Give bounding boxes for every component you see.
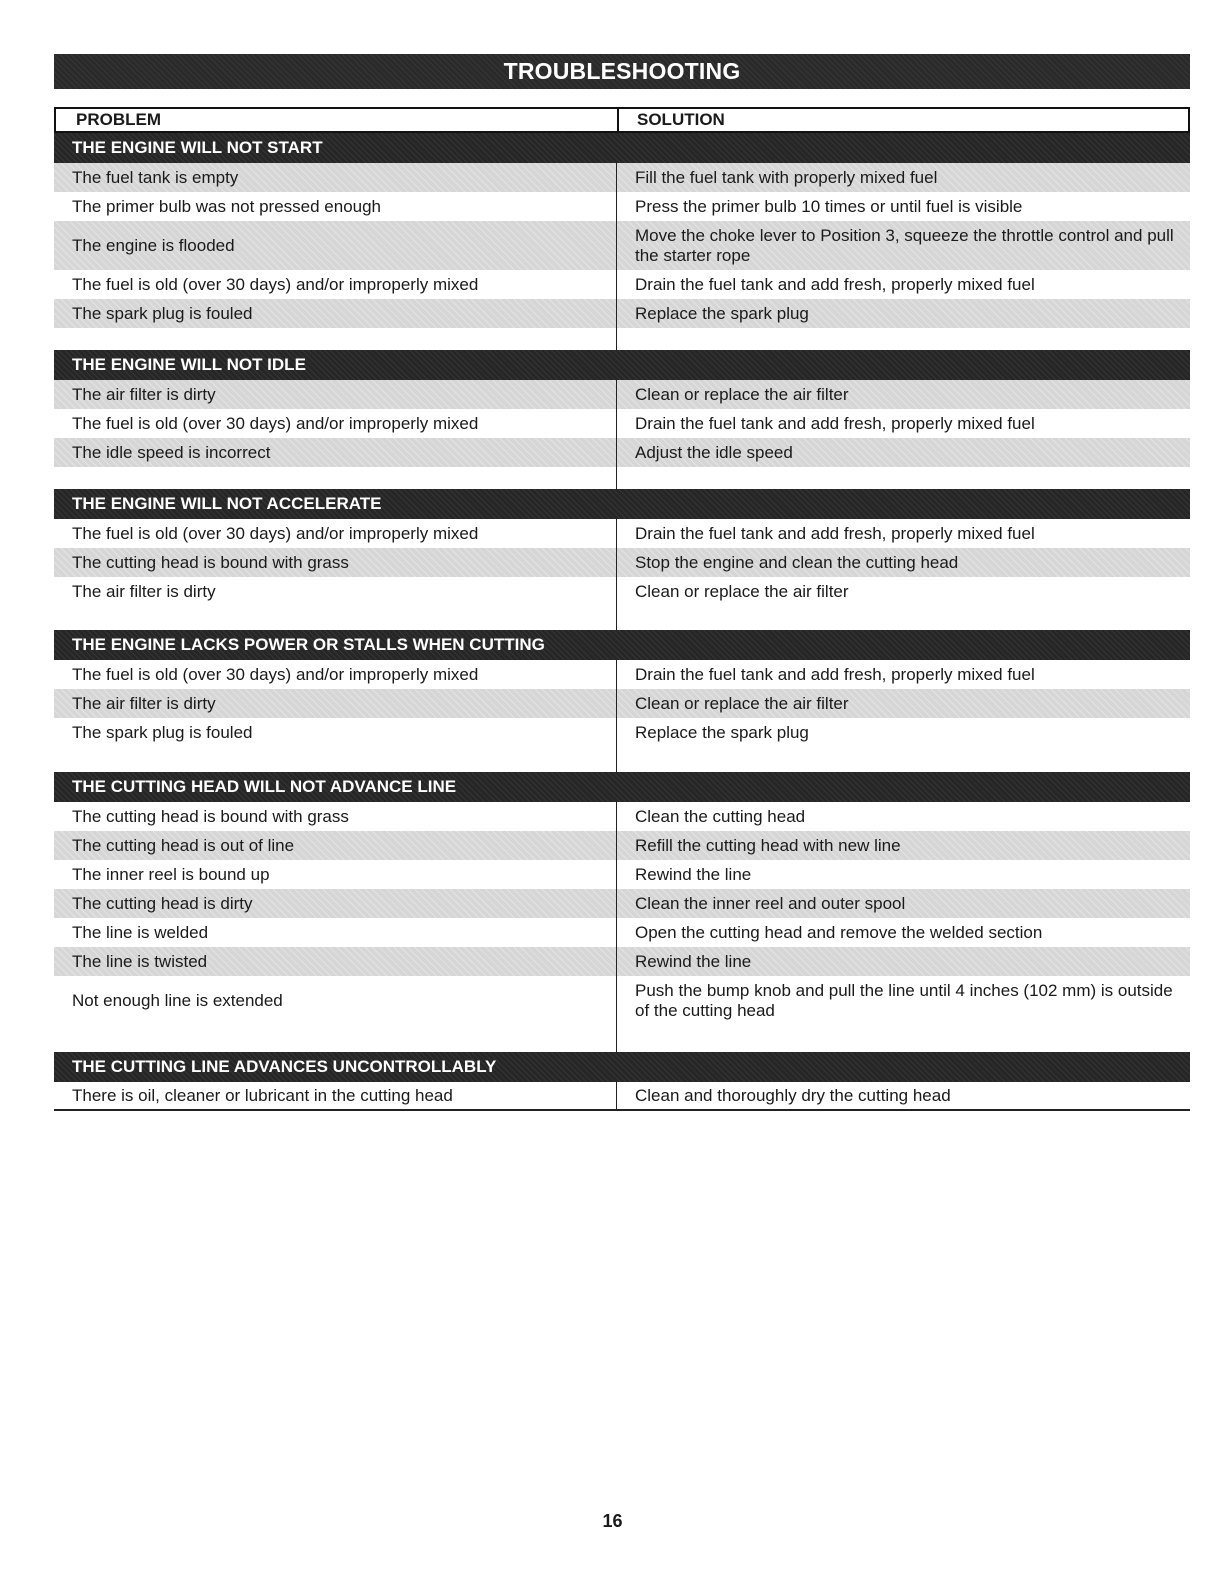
page-number: 16 xyxy=(602,1511,623,1531)
problem-cell: The fuel is old (over 30 days) and/or improperly mixed xyxy=(54,660,617,689)
table-row xyxy=(54,831,1190,860)
solution-cell: Rewind the line xyxy=(635,951,752,971)
table-row xyxy=(54,192,1190,221)
section-spacer xyxy=(54,467,1190,489)
table-row xyxy=(54,976,1190,1026)
problem-cell: The fuel tank is empty xyxy=(54,163,617,192)
problem-cell: The fuel is old (over 30 days) and/or improperly mixed xyxy=(54,270,617,299)
problem-column-header: PROBLEM xyxy=(56,109,619,131)
table-row xyxy=(54,660,1190,689)
solution-cell: Refill the cutting head with new line xyxy=(635,835,901,855)
solution-cell: Fill the fuel tank with properly mixed fuel xyxy=(635,167,938,187)
problem-cell: The air filter is dirty xyxy=(54,380,617,409)
table-row xyxy=(54,1082,1190,1109)
solution-column-header: SOLUTION xyxy=(637,110,725,129)
solution-cell: Clean or replace the air filter xyxy=(635,581,849,601)
problem-cell: The line is twisted xyxy=(54,947,617,976)
problem-cell: The air filter is dirty xyxy=(54,689,617,718)
solution-cell: Clean or replace the air filter xyxy=(635,693,849,713)
solution-cell: Drain the fuel tank and add fresh, properly mixed fuel xyxy=(635,664,1035,684)
troubleshooting-table xyxy=(54,107,1190,1111)
section-title: THE CUTTING HEAD WILL NOT ADVANCE LINE xyxy=(54,772,1190,802)
solution-cell: Drain the fuel tank and add fresh, properly mixed fuel xyxy=(635,274,1035,294)
table-row xyxy=(54,718,1190,747)
problem-cell: The fuel is old (over 30 days) and/or improperly mixed xyxy=(54,409,617,438)
problem-cell: The cutting head is out of line xyxy=(54,831,617,860)
section-spacer xyxy=(54,606,1190,630)
table-row xyxy=(54,802,1190,831)
solution-cell: Replace the spark plug xyxy=(635,303,809,323)
section-title: THE CUTTING LINE ADVANCES UNCONTROLLABLY xyxy=(54,1052,1190,1082)
section-engine-will-not-start xyxy=(54,133,1190,350)
page-title: TROUBLESHOOTING xyxy=(54,54,1190,89)
solution-cell: Move the choke lever to Position 3, squeeze the throttle control and pull the starter rope xyxy=(635,225,1174,265)
problem-cell: The air filter is dirty xyxy=(54,577,617,606)
table-row xyxy=(54,889,1190,918)
table-row xyxy=(54,409,1190,438)
table-row xyxy=(54,438,1190,467)
problem-cell: The cutting head is bound with grass xyxy=(54,802,617,831)
solution-cell: Clean the inner reel and outer spool xyxy=(635,893,906,913)
section-spacer xyxy=(54,328,1190,350)
problem-cell: The spark plug is fouled xyxy=(54,718,617,747)
table-row xyxy=(54,221,1190,270)
table-row xyxy=(54,860,1190,889)
problem-cell: The cutting head is bound with grass xyxy=(54,548,617,577)
table-row xyxy=(54,299,1190,328)
solution-cell: Replace the spark plug xyxy=(635,722,809,742)
problem-cell: Not enough line is extended xyxy=(54,976,617,1026)
section-spacer xyxy=(54,747,1190,772)
solution-cell: Open the cutting head and remove the welded section xyxy=(635,922,1043,942)
section-spacer xyxy=(54,1026,1190,1052)
section-cutting-line-advances-uncontrollably xyxy=(54,1052,1190,1111)
solution-cell: Press the primer bulb 10 times or until fuel is visible xyxy=(635,196,1023,216)
table-row xyxy=(54,548,1190,577)
table-bottom-rule xyxy=(54,1109,1190,1111)
problem-cell: The cutting head is dirty xyxy=(54,889,617,918)
problem-cell: The fuel is old (over 30 days) and/or improperly mixed xyxy=(54,519,617,548)
problem-cell: The idle speed is incorrect xyxy=(54,438,617,467)
solution-cell: Clean or replace the air filter xyxy=(635,384,849,404)
section-engine-lacks-power xyxy=(54,630,1190,772)
problem-cell: The spark plug is fouled xyxy=(54,299,617,328)
table-header xyxy=(54,107,1190,133)
table-row xyxy=(54,918,1190,947)
problem-cell: There is oil, cleaner or lubricant in the cutting head xyxy=(54,1082,617,1109)
table-row xyxy=(54,163,1190,192)
table-row xyxy=(54,519,1190,548)
section-engine-will-not-idle xyxy=(54,350,1190,489)
table-row xyxy=(54,270,1190,299)
solution-cell: Drain the fuel tank and add fresh, properly mixed fuel xyxy=(635,413,1035,433)
problem-cell: The line is welded xyxy=(54,918,617,947)
table-row xyxy=(54,380,1190,409)
section-title: THE ENGINE WILL NOT ACCELERATE xyxy=(54,489,1190,519)
problem-cell: The inner reel is bound up xyxy=(54,860,617,889)
section-engine-will-not-accelerate xyxy=(54,489,1190,630)
problem-cell: The primer bulb was not pressed enough xyxy=(54,192,617,221)
table-row xyxy=(54,689,1190,718)
table-row xyxy=(54,577,1190,606)
solution-cell: Rewind the line xyxy=(635,864,752,884)
solution-cell: Adjust the idle speed xyxy=(635,442,793,462)
solution-cell: Clean the cutting head xyxy=(635,806,806,826)
problem-cell: The engine is flooded xyxy=(54,221,617,270)
solution-cell: Stop the engine and clean the cutting head xyxy=(635,552,959,572)
solution-cell: Clean and thoroughly dry the cutting head xyxy=(635,1085,951,1105)
solution-cell: Drain the fuel tank and add fresh, properly mixed fuel xyxy=(635,523,1035,543)
section-title: THE ENGINE WILL NOT START xyxy=(54,133,1190,163)
table-row xyxy=(54,947,1190,976)
section-cutting-head-will-not-advance xyxy=(54,772,1190,1052)
section-title: THE ENGINE LACKS POWER OR STALLS WHEN CUTTING xyxy=(54,630,1190,660)
section-title: THE ENGINE WILL NOT IDLE xyxy=(54,350,1190,380)
solution-cell: Push the bump knob and pull the line until 4 inches (102 mm) is outside of the cutting head xyxy=(635,981,1173,1020)
